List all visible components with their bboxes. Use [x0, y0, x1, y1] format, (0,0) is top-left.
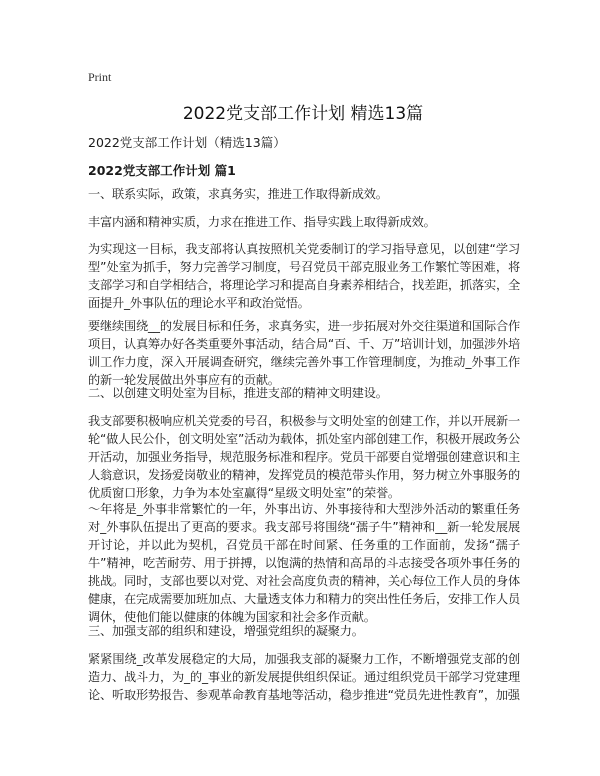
- paragraph-1: 一、联系实际，政策，求真务实，推进工作取得新成效。: [88, 187, 388, 201]
- paragraph-9: 紧紧围绕_改革发展稳定的大局，加强我支部的凝聚力工作，不断增强党支部的创造力、战斗力，为_的_事业的新发展提供组织保证。通过组织党员干部学习党建理论、听取形势报告、参观革命教育基地等活动，稳步推进“党员先进性教育”，加强: [88, 652, 520, 702]
- print-link[interactable]: Print: [88, 70, 112, 84]
- document-title: 2022党支部工作计划 精选13篇: [182, 104, 424, 124]
- paragraph-2: 丰富内涵和精神实质，力求在推进工作、指导实践上取得新成效。: [88, 215, 436, 229]
- paragraph-7: ～年将是_外事非常繁忙的一年，外事出访、外事接待和大型涉外活动的繁重任务对_外事队伍提出了更高的要求。我支部号将围绕“孺子牛”精神和__新一轮发展展开讨论，并以此为契机，召党员干部在时间紧、任务重的工作面前，发扬“孺子牛”精神，吃苦耐劳、用于拼搏，以饱满的热情和高昂的斗志接受各项外事任务的挑战。同时，支部也要以对党、对社会高度负责的精神，关心每位工作人员的身体健康，在完成需要加班加点、大量透支体力和精力的突出性任务后，安排工作人员调休，使他们能以健康的体魄为国家和社会多作贡献。: [88, 502, 520, 624]
- paragraph-3: 为实现这一目标，我支部将认真按照机关党委制订的学习指导意见，以创建“学习型”处室为抓手，努力完善学习制度，号召党员干部克服业务工作繁忙等困难，将支部学习和自学相结合，将理论学习和提高自身素养相结合，找差距，抓落实，全面提升_外事队伍的理论水平和政治觉悟。: [88, 242, 520, 310]
- section-heading: 2022党支部工作计划 篇1: [88, 163, 236, 178]
- paragraph-8: 三、加强支部的组织和建设，增强党组织的凝聚力。: [88, 624, 364, 638]
- document-subtitle: 2022党支部工作计划（精选13篇）: [88, 135, 286, 150]
- paragraph-5: 二、以创建文明处室为目标，推进支部的精神文明建设。: [88, 386, 388, 400]
- paragraph-6: 我支部要积极响应机关党委的号召，积极参与文明处室的创建工作，并以开展新一轮“做人民公仆，创文明处室”活动为载体，抓处室内部创建工作，积极开展政务公开活动，加强业务指导，规范服务标准和程序。党员干部要自觉增强创建意识和主人翁意识，发扬爱岗敬业的精神，发挥党员的模范带头作用，努力树立外事服务的优质窗口形象，力争为本处室赢得“星级文明处室”的荣誉。: [88, 414, 520, 500]
- paragraph-4: 要继续围绕__的发展目标和任务，求真务实，进一步拓展对外交往渠道和国际合作项目，认真筹办好各类重要外事活动，结合局“百、千、万”培训计划，加强涉外培训工作力度，深入开展调查研究，继续完善外事工作管理制度，为推动_外事工作的新一轮发展做出外事应有的贡献。: [88, 319, 520, 387]
